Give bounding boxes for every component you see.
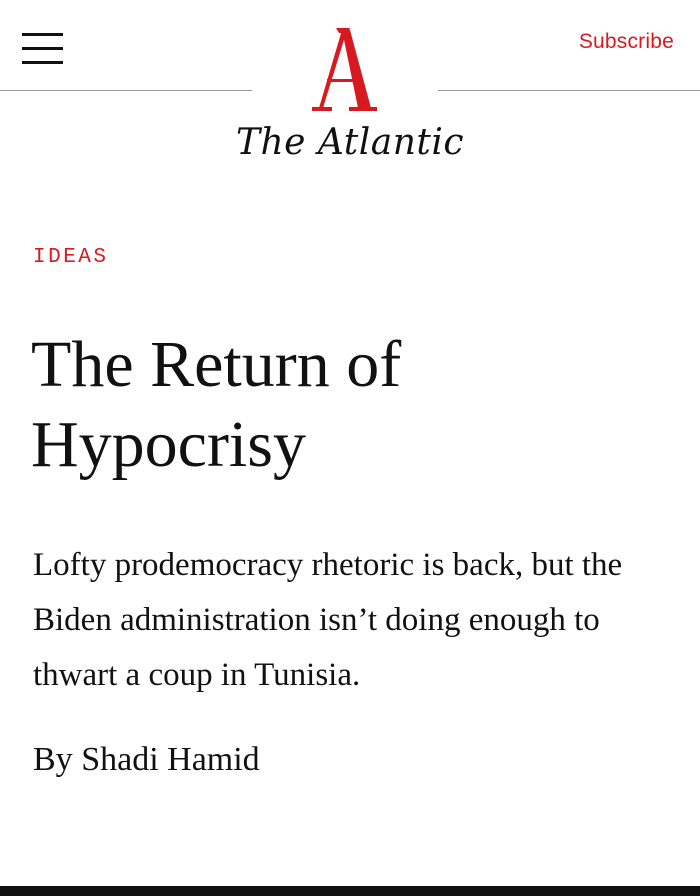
header-divider-right: [438, 90, 700, 91]
header-divider-left: [0, 90, 252, 91]
author-link[interactable]: Shadi Hamid: [81, 741, 260, 778]
menu-bar-bottom: [22, 61, 63, 64]
article-dek: Lofty prodemocracy rhetoric is back, but the Biden administration isn’t doing enough to thwart a coup in Tunisia.: [33, 547, 623, 693]
menu-bar-middle: [22, 47, 63, 50]
byline: [33, 741, 260, 779]
hamburger-menu-icon[interactable]: [22, 33, 64, 67]
logo-wordmark[interactable]: The Atlantic: [235, 122, 465, 163]
subscribe-link[interactable]: Subscribe: [578, 30, 674, 53]
bottom-edge-bar: [0, 886, 700, 896]
menu-bar-top: [22, 33, 63, 36]
article-headline: The Return of Hypocrisy: [31, 328, 402, 481]
atlantic-a-logo-icon[interactable]: [312, 26, 378, 118]
section-label[interactable]: IDEAS: [33, 246, 109, 269]
byline-prefix: By: [33, 741, 73, 778]
